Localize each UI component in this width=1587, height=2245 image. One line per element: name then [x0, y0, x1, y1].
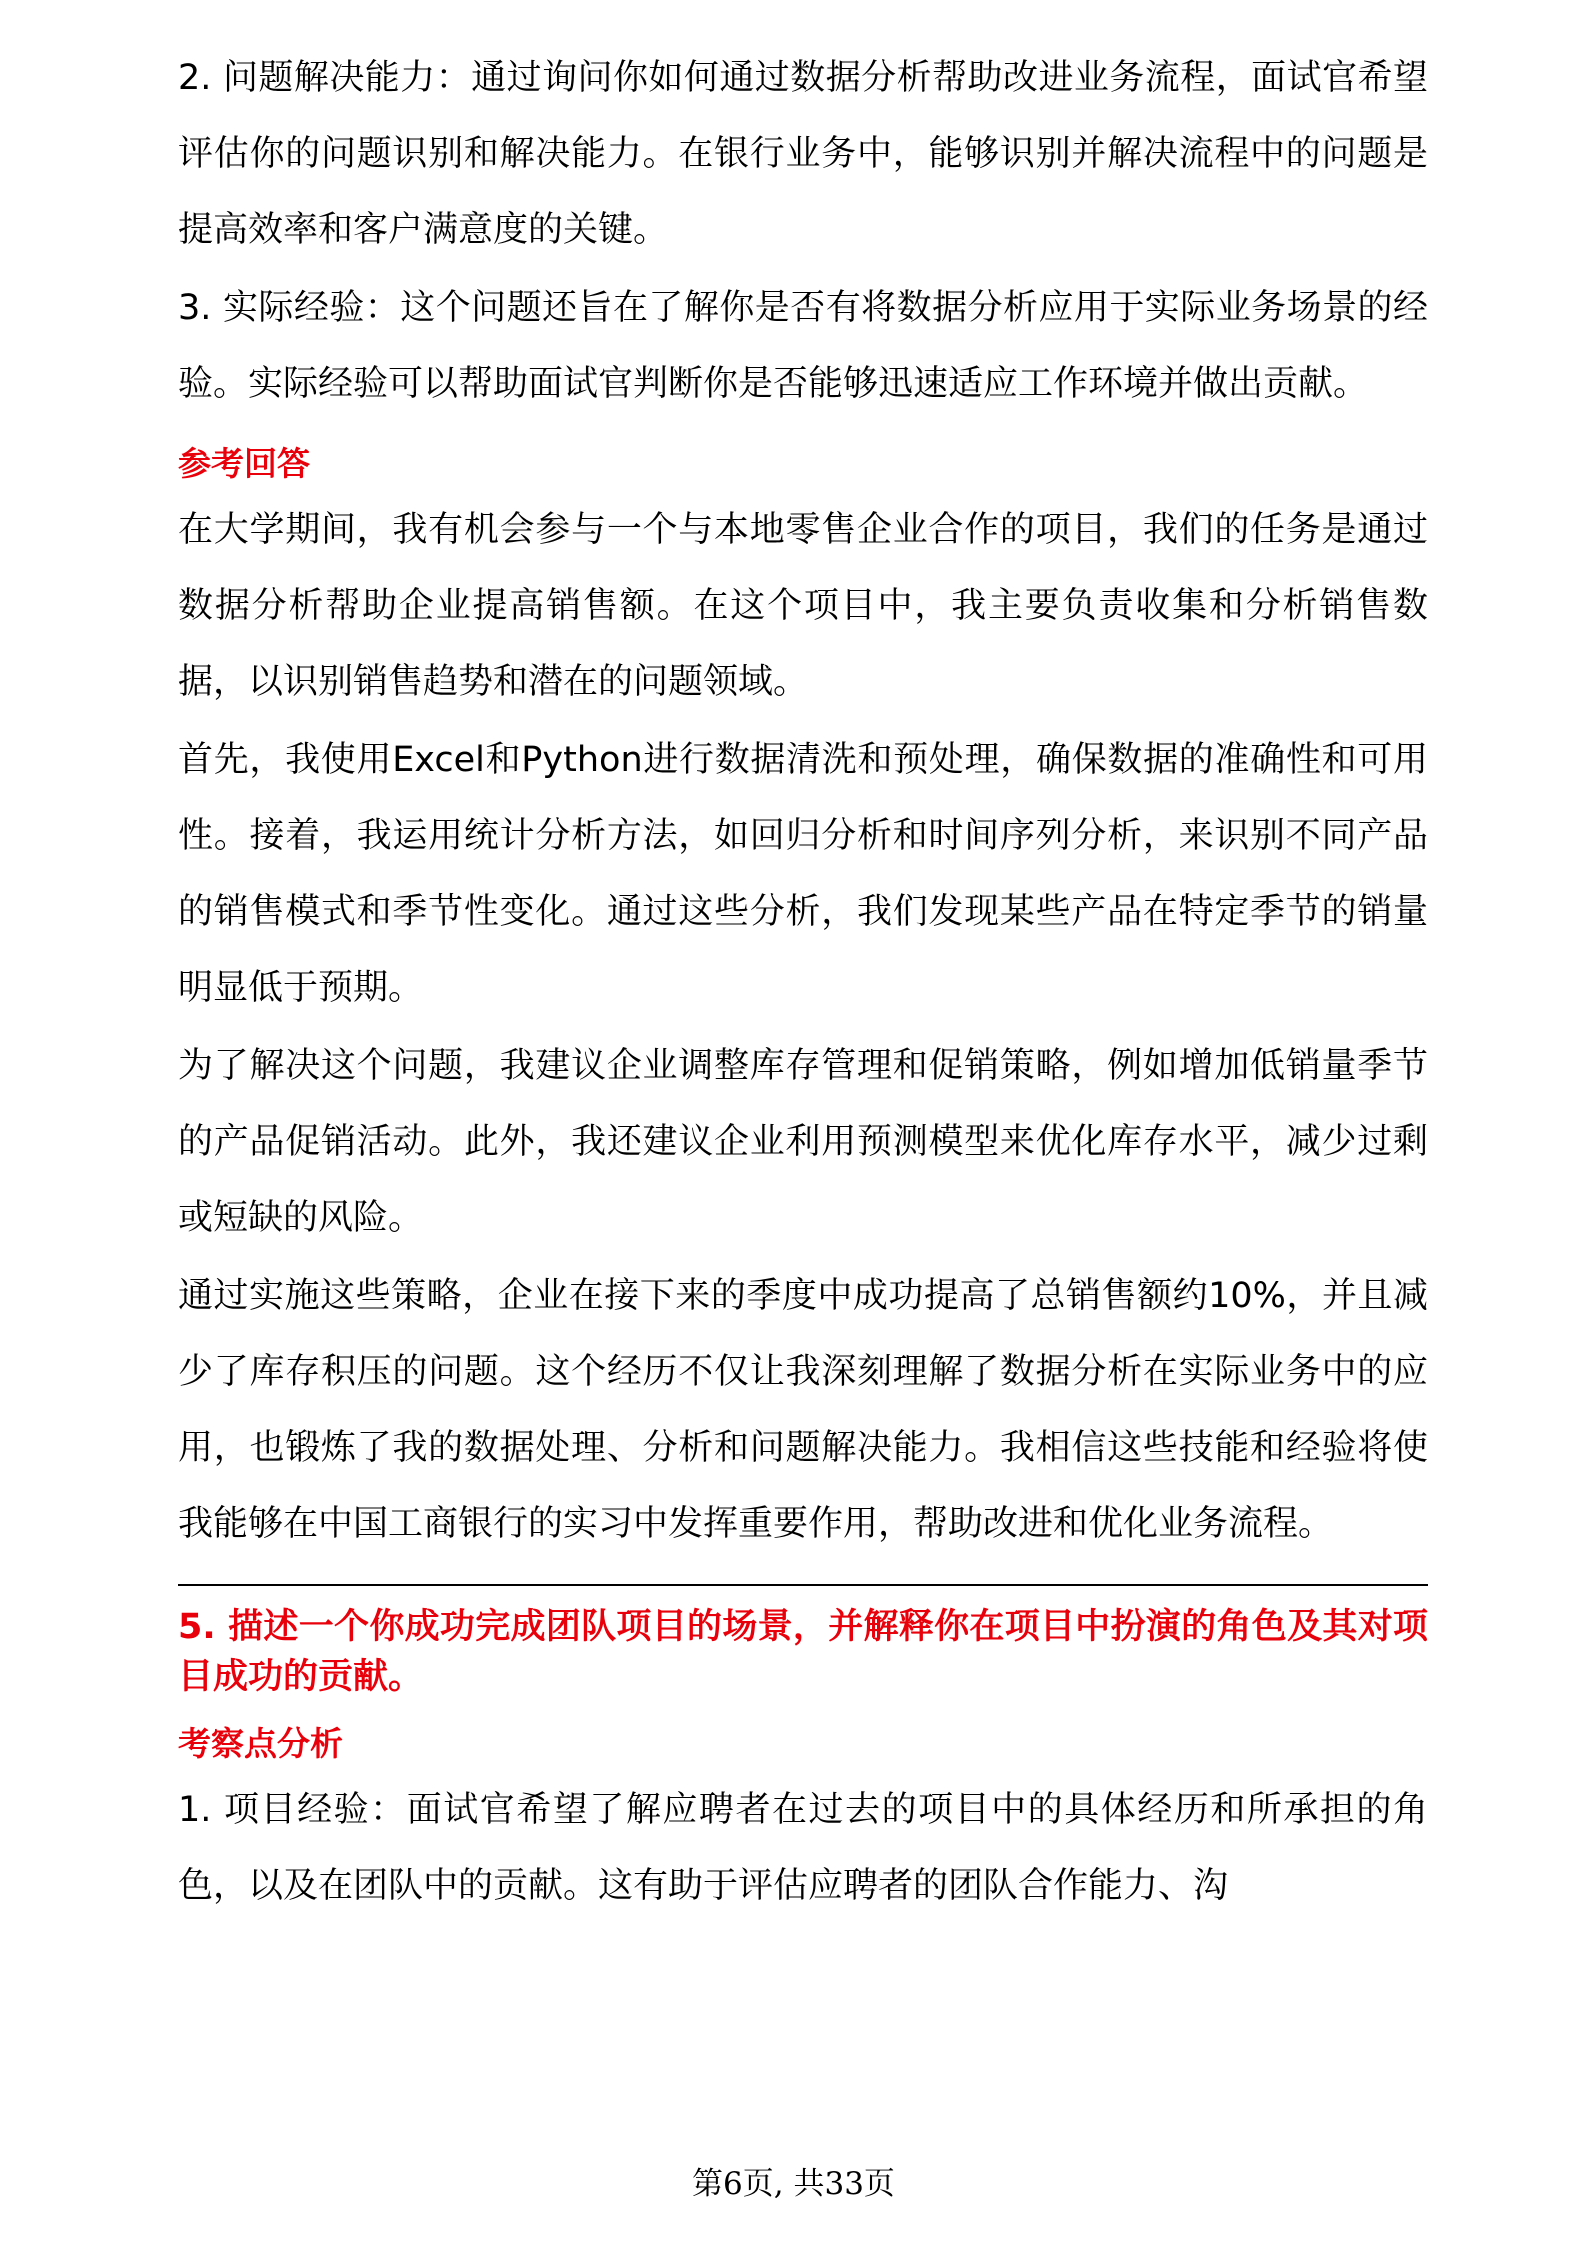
answer-paragraph-2: 首先，我使用Excel和Python进行数据清洗和预处理，确保数据的准确性和可用性。接着，我运用统计分析方法，如回归分析和时间序列分析，来识别不同产品的销售模式和季节性变化。通过这些分析，我们发现某些产品在特定季节的销量明显低于预期。 — [178, 740, 1428, 1008]
q5-analysis-point-1: 1. 项目经验：面试官希望了解应聘者在过去的项目中的具体经历和所承担的角色，以及在团队中的贡献。这有助于评估应聘者的团队合作能力、沟 — [178, 1790, 1428, 1906]
answer-paragraph-1: 在大学期间，我有机会参与一个与本地零售企业合作的项目，我们的任务是通过数据分析帮助企业提高销售额。在这个项目中，我主要负责收集和分析销售数据，以识别销售趋势和潜在的问题领域。 — [178, 510, 1428, 702]
analysis-point-3: 3. 实际经验：这个问题还旨在了解你是否有将数据分析应用于实际业务场景的经验。实际经验可以帮助面试官判断你是否能够迅速适应工作环境并做出贡献。 — [178, 288, 1428, 404]
analysis-point-2: 2. 问题解决能力：通过询问你如何通过数据分析帮助改进业务流程，面试官希望评估你的问题识别和解决能力。在银行业务中，能够识别并解决流程中的问题是提高效率和客户满意度的关键。 — [178, 58, 1428, 250]
answer-paragraph-3: 为了解决这个问题，我建议企业调整库存管理和促销策略，例如增加低销量季节的产品促销活动。此外，我还建议企业利用预测模型来优化库存水平，减少过剩或短缺的风险。 — [178, 1046, 1428, 1238]
page-number: 第6页, 共33页 — [692, 2166, 895, 2202]
analysis-heading: 考察点分析 — [178, 1724, 343, 1763]
content-area — [178, 40, 1428, 1926]
answer-paragraph-4: 通过实施这些策略，企业在接下来的季度中成功提高了总销售额约10%，并且减少了库存积压的问题。这个经历不仅让我深刻理解了数据分析在实际业务中的应用，也锻炼了我的数据处理、分析和问题解决能力。我相信这些技能和经验将使我能够在中国工商银行的实习中发挥重要作用，帮助改进和优化业务流程。 — [178, 1276, 1428, 1544]
section-divider — [178, 1584, 1428, 1586]
reference-answer-heading: 参考回答 — [178, 444, 310, 483]
question-5-title: 5. 描述一个你成功完成团队项目的场景，并解释你在项目中扮演的角色及其对项目成功的贡献。 — [178, 1607, 1428, 1697]
